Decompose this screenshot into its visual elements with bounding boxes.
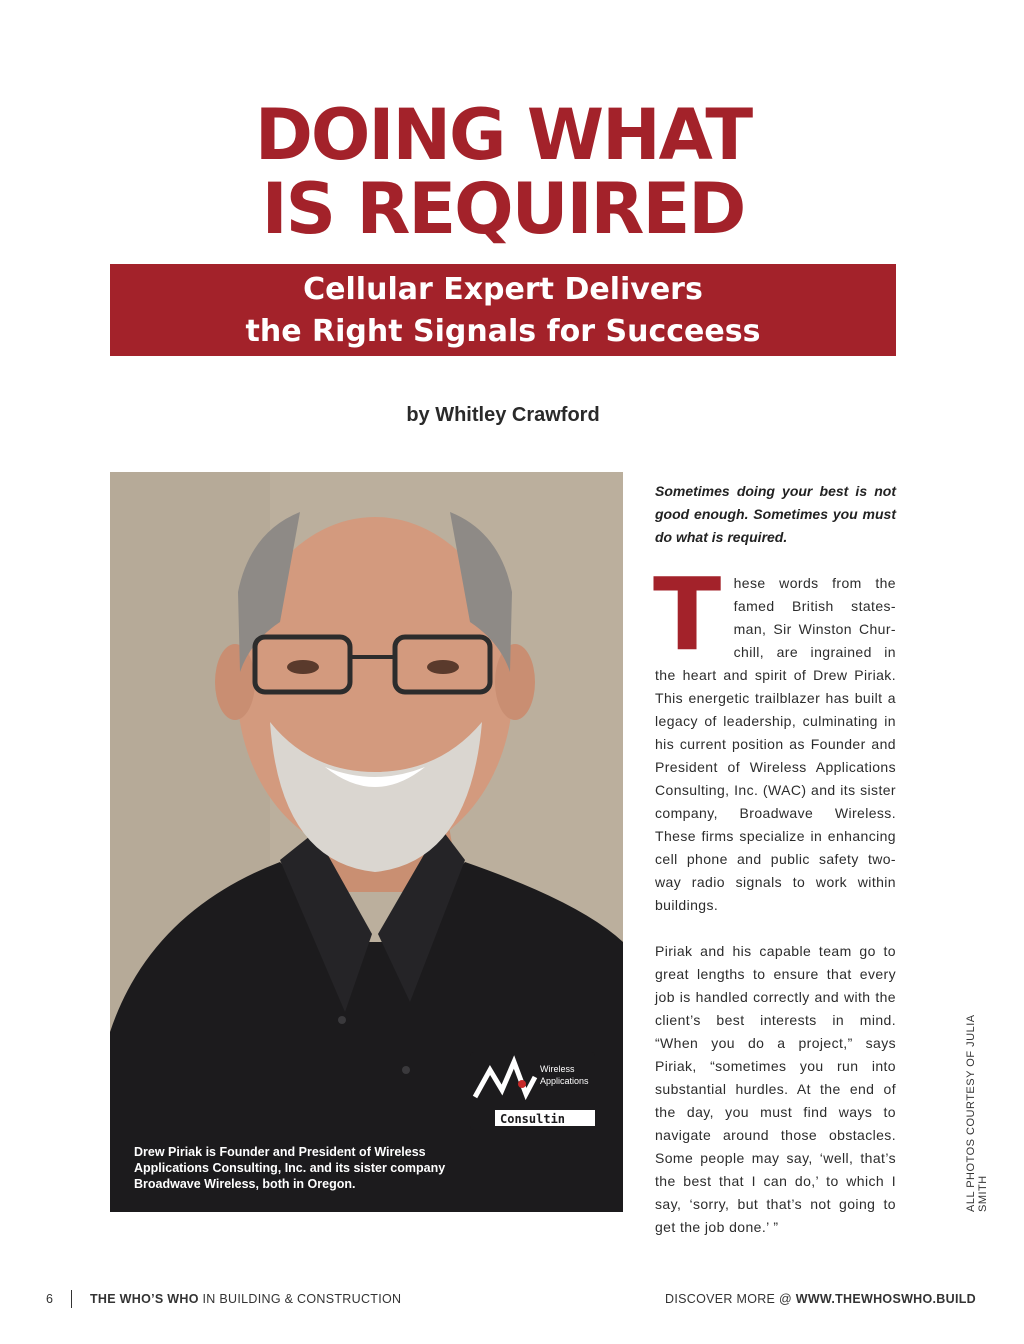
discover-more <box>665 1292 976 1306</box>
publication-name-rest: IN BUILDING & CONSTRUCTION <box>198 1292 402 1306</box>
shirt-logo-line-3: Consultin <box>500 1112 566 1126</box>
byline: by Whitley Crawford <box>406 404 600 426</box>
discover-prefix: DISCOVER MORE @ <box>665 1292 796 1306</box>
lede-quote: Sometimes doing your best is not good enough. Sometimes you must do what is required. <box>655 483 896 545</box>
portrait-photo <box>110 472 623 1212</box>
footer-divider <box>71 1290 72 1308</box>
headline-line-1: DOING WHAT <box>254 94 752 176</box>
photo-credit: ALL PHOTOS COURTESY OF JULIA SMITH <box>965 1015 989 1212</box>
headline-line-2: IS REQUIRED <box>261 168 745 250</box>
drop-cap: T <box>653 556 722 673</box>
page-number: 6 <box>46 1292 54 1306</box>
article-paragraph-2: Piriak and his capable team go to great lengths to ensure that every job is handled correctly and with the client’s best interests in mind. “When you do a project,” says Piriak, “sometimes you run into substantial hurdles. At the end of the day, you must find ways to navigate around those obstacles. Some people may say, ‘well, that’s the best that I can do,’ to which I say, ‘sorry, but that’s not going to get the job done.’ ” <box>655 943 896 1235</box>
shirt-logo-line-2: Applications <box>540 1076 589 1086</box>
portrait-illustration <box>110 472 623 1212</box>
publication-name <box>90 1292 401 1306</box>
subheadline-band <box>110 264 896 356</box>
shirt-logo <box>470 1052 595 1130</box>
article-column <box>655 480 896 1262</box>
article-paragraph-1 <box>653 556 896 917</box>
subheadline-line-2: the Right Signals for Succeess <box>245 314 761 349</box>
paragraph-1-text: hese words from the famed British states-man, Sir Winston Chur-chill, are ingrained in the heart and spirit of Drew Piriak. This energetic trailblazer has built a legacy of leadership, culminating in his current position as Founder and President of Wireless Applications Consulting, Inc. (WAC) and its sister company, Broadwave Wireless. These firms specialize in enhancing cell phone and public safety two-way radio signals to work within buildings. <box>655 575 896 913</box>
discover-url-link[interactable]: WWW.THEWHOSWHO.BUILD <box>795 1292 976 1306</box>
subheadline-line-1: Cellular Expert Delivers <box>303 272 703 307</box>
headline <box>110 94 896 250</box>
photo-caption: Drew Piriak is Founder and President of Wireless Applications Consulting, Inc. and its sister company Broadwave Wireless, both in Oregon. <box>134 1145 446 1191</box>
shirt-logo-line-1: Wireless <box>540 1064 575 1074</box>
publication-name-bold: THE WHO’S WHO <box>90 1292 199 1306</box>
